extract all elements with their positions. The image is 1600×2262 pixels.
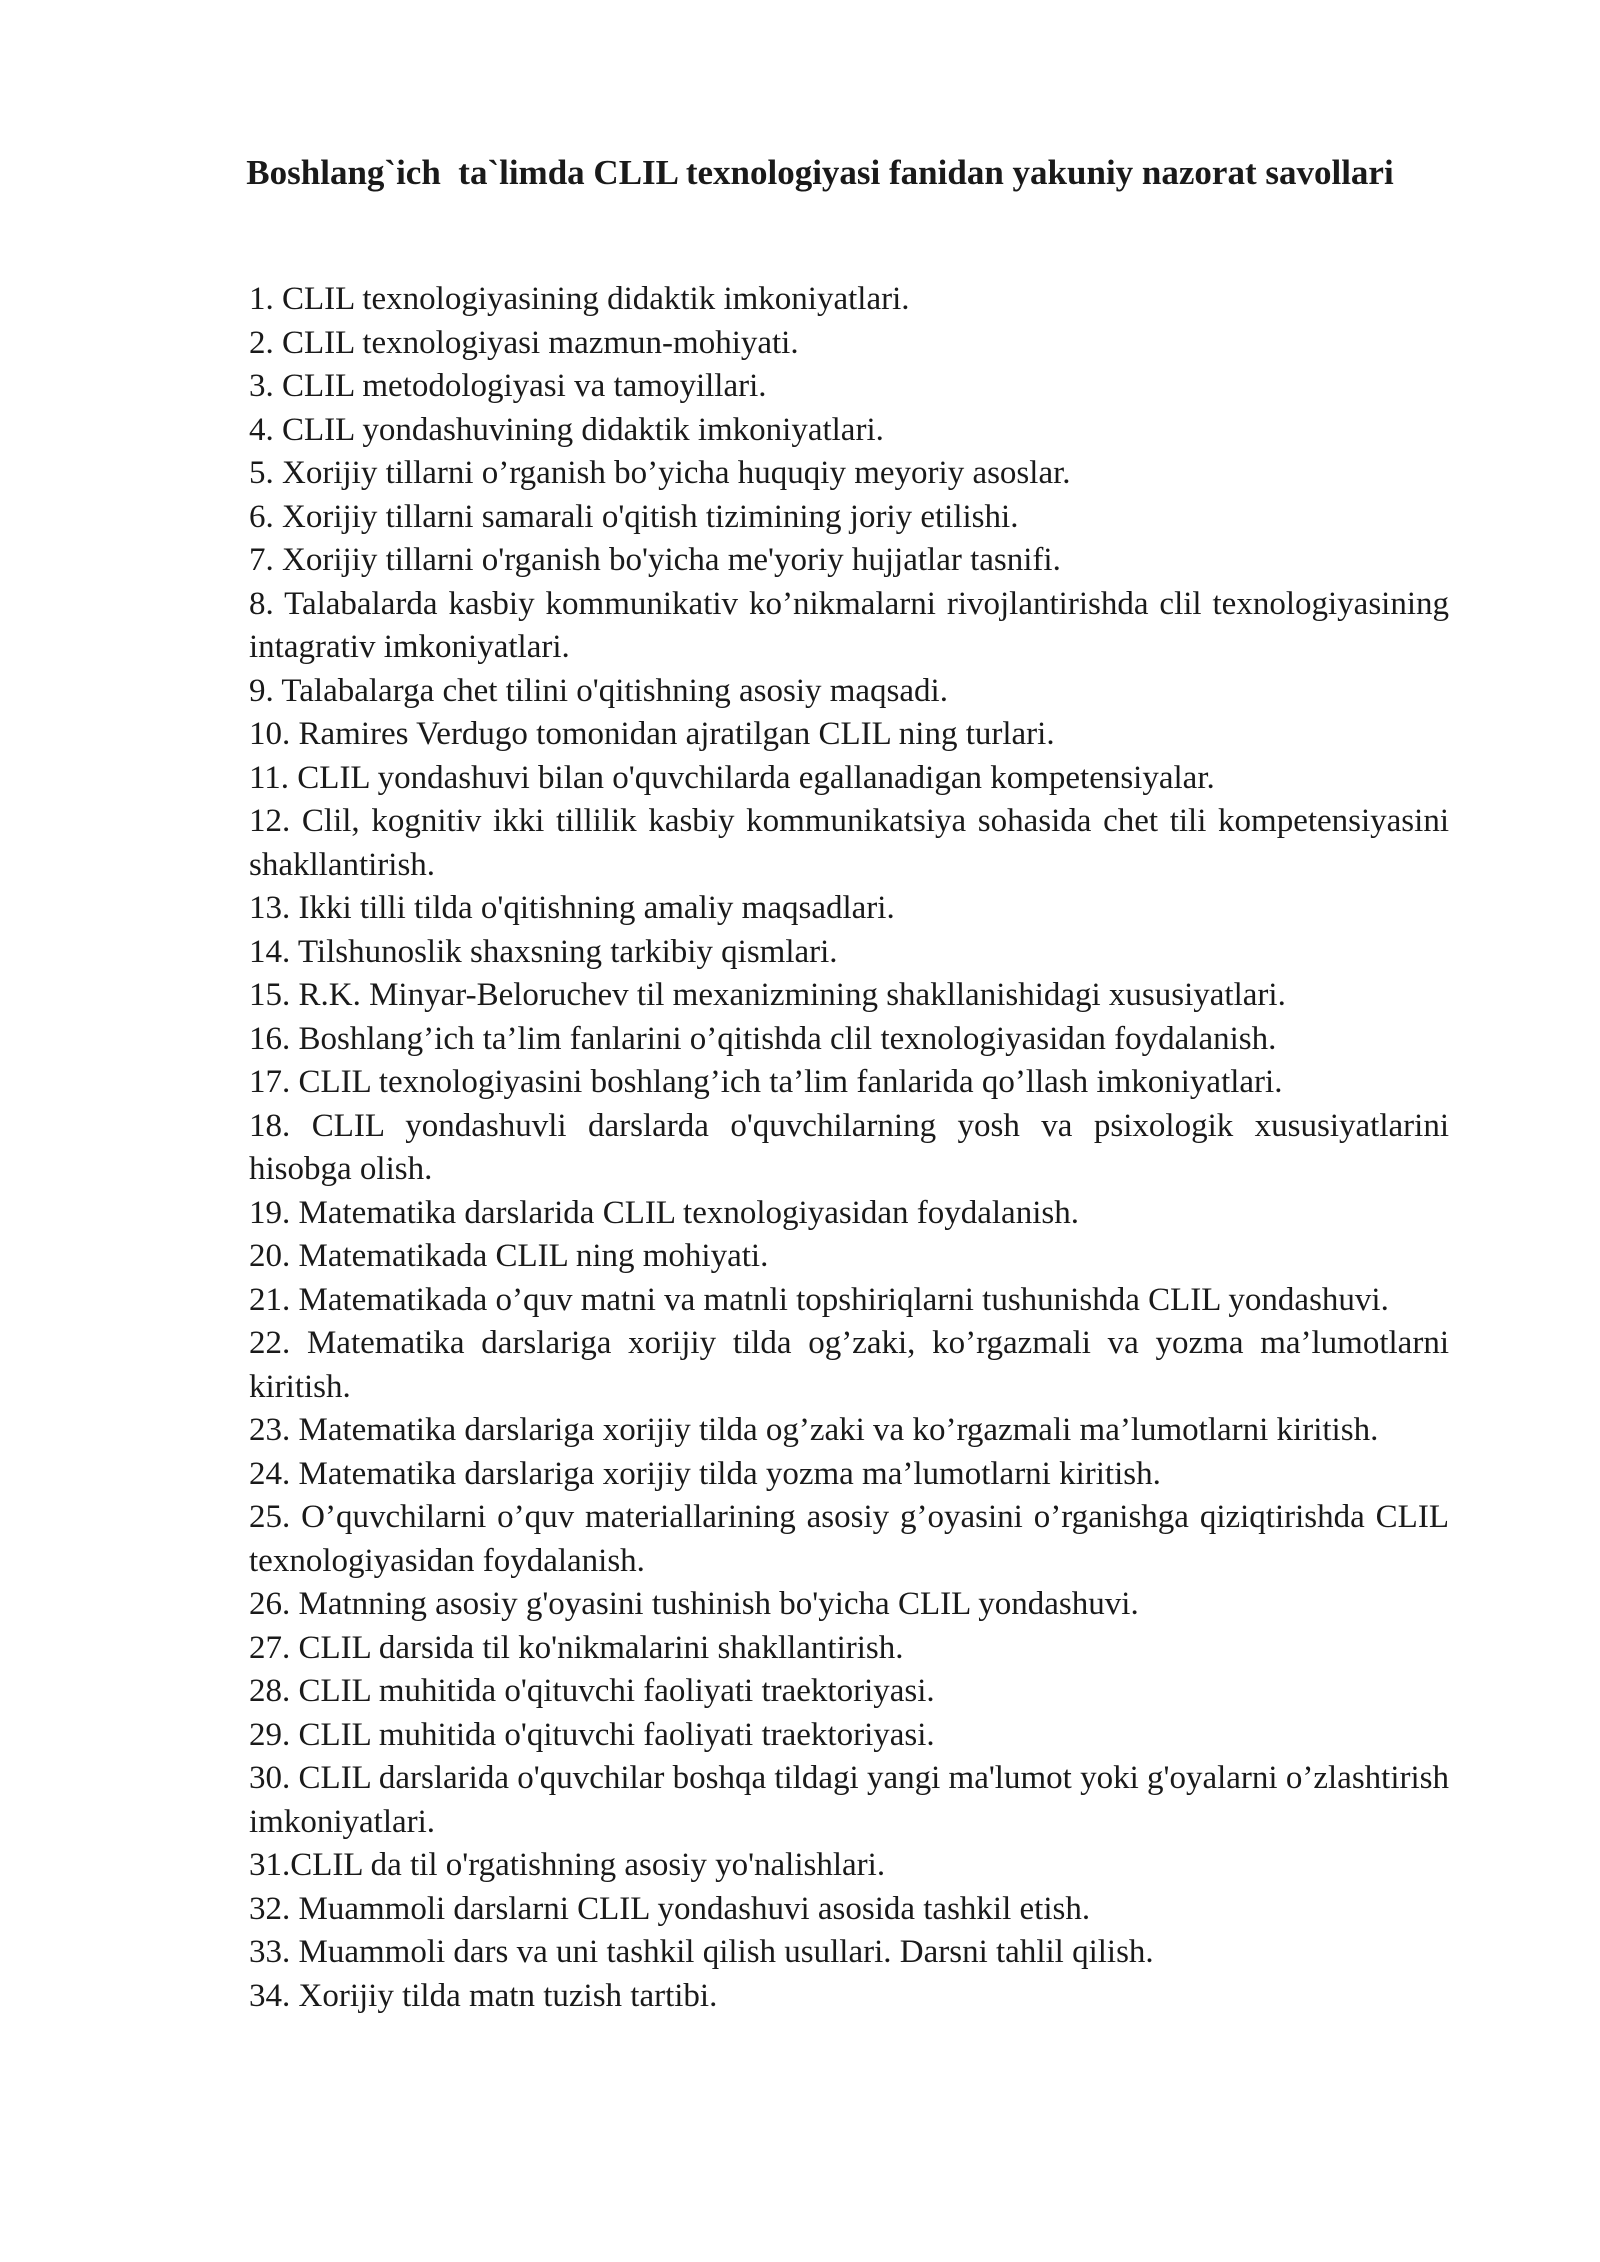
question-item: 18. CLIL yondashuvli darslarda o'quvchilarning yosh va psixologik xususiyatlarini hisobga olish. [249,1107,1449,1187]
question-item: 9. Talabalarga chet tilini o'qitishning asosiy maqsadi. [249,672,948,709]
question-item: 20. Matematikada CLIL ning mohiyati. [249,1238,769,1274]
question-item: 21. Matematikada o’quv matni va matnli topshiriqlarni tushunishda CLIL yondashuvi. [249,1281,1389,1318]
question-item: 14. Tilshunoslik shaxsning tarkibiy qismlari. [249,933,838,970]
question-item: 3. CLIL metodologiyasi va tamoyillari. [249,368,767,404]
question-item: 26. Matnning asosiy g'oyasini tushinish bo'yicha CLIL yondashuvi. [249,1586,1139,1622]
question-item: 24. Matematika darslariga xorijiy tilda yozma ma’lumotlarni kiritish. [249,1455,1161,1492]
question-item: 8. Talabalarda kasbiy kommunikativ ko’nikmalarni rivojlantirishda clil texnologiyasining intagrativ imkoniyatlari. [249,585,1449,665]
question-item: 25. O’quvchilarni o’quv materiallarining asosiy g’oyasini o’rganishga qiziqtirishda CLIL texnologiyasidan foydalanish. [249,1499,1449,1579]
question-item: 7. Xorijiy tillarni o'rganish bo'yicha me'yoriy hujjatlar tasnifi. [249,542,1061,578]
question-item: 23. Matematika darslariga xorijiy tilda og’zaki va ko’rgazmali ma’lumotlarni kiritish. [249,1412,1379,1448]
question-item: 16. Boshlang’ich ta’lim fanlarini o’qitishda clil texnologiyasidan foydalanish. [249,1020,1277,1057]
question-item: 15. R.K. Minyar-Beloruchev til mexanizmining shakllanishidagi xususiyatlari. [249,977,1286,1013]
question-item: 31.CLIL da til o'rgatishning asosiy yo'nalishlari. [249,1847,886,1883]
question-item: 29. CLIL muhitida o'qituvchi faoliyati traektoriyasi. [249,1716,935,1753]
question-item: 12. Clil, kognitiv ikki tillilik kasbiy kommunikatsiya sohasida chet tili kompetensiyasini shakllantirish. [249,803,1449,883]
question-item: 27. CLIL darsida til ko'nikmalarini shakllantirish. [249,1629,904,1666]
question-item: 11. CLIL yondashuvi bilan o'quvchilarda egallanadigan kompetensiyalar. [249,759,1215,796]
question-list [249,278,1449,2018]
question-item: 34. Xorijiy tilda matn tuzish tartibi. [249,1977,718,2014]
question-item: 10. Ramires Verdugo tomonidan ajratilgan CLIL ning turlari. [249,716,1055,752]
question-item: 19. Matematika darslarida CLIL texnologiyasidan foydalanish. [249,1194,1079,1231]
question-item: 28. CLIL muhitida o'qituvchi faoliyati traektoriyasi. [249,1673,935,1709]
document-title: Boshlang`ich ta`limda CLIL texnologiyasi fanidan yakuniy nazorat savollari [246,153,1394,192]
question-item: 4. CLIL yondashuvining didaktik imkoniyatlari. [249,411,884,448]
question-item: 17. CLIL texnologiyasini boshlang’ich ta’lim fanlarida qo’llash imkoniyatlari. [249,1064,1283,1100]
question-item: 2. CLIL texnologiyasi mazmun-mohiyati. [249,324,799,361]
question-item: 1. CLIL texnologiyasining didaktik imkoniyatlari. [249,281,910,317]
question-item: 33. Muammoli dars va uni tashkil qilish usullari. Darsni tahlil qilish. [249,1934,1154,1970]
question-item: 6. Xorijiy tillarni samarali o'qitish tizimining joriy etilishi. [249,498,1019,535]
question-item: 5. Xorijiy tillarni o’rganish bo’yicha huquqiy meyoriy asoslar. [249,455,1071,491]
question-item: 30. CLIL darslarida o'quvchilar boshqa tildagi yangi ma'lumot yoki g'oyalarni o’zlashtirish imkoniyatlari. [249,1760,1449,1840]
question-item: 32. Muammoli darslarni CLIL yondashuvi asosida tashkil etish. [249,1890,1091,1927]
question-item: 13. Ikki tilli tilda o'qitishning amaliy maqsadlari. [249,890,895,926]
question-item: 22. Matematika darslariga xorijiy tilda og’zaki, ko’rgazmali va yozma ma’lumotlarni kiritish. [249,1325,1449,1405]
